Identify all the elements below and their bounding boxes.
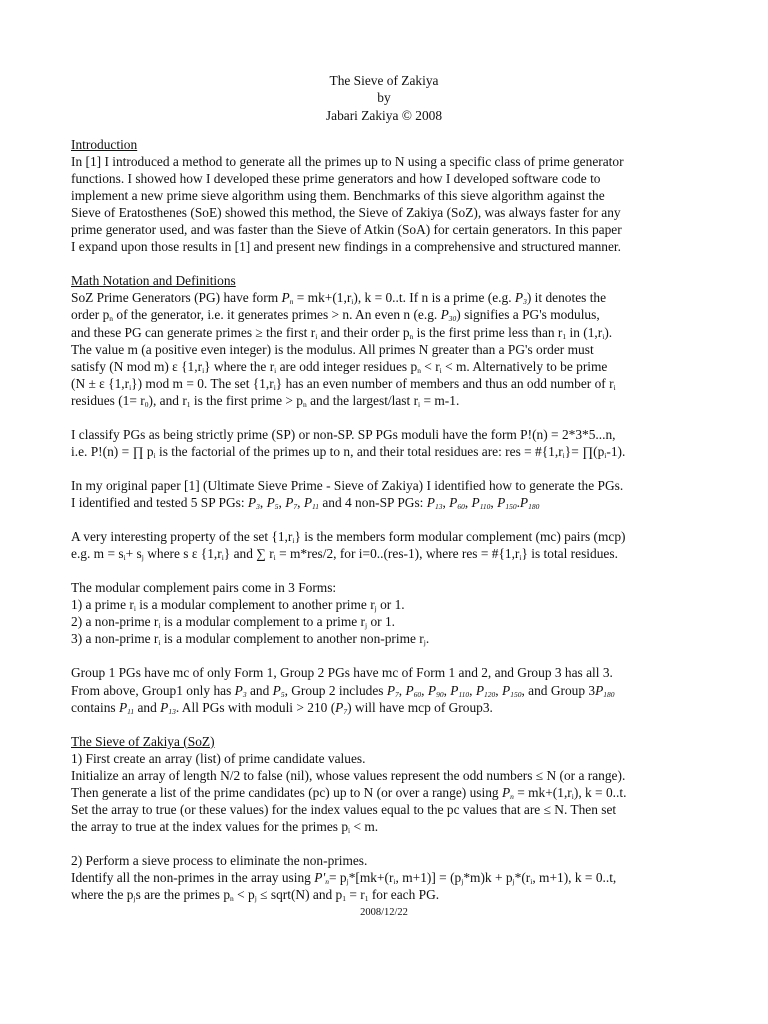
document-author: Jabari Zakiya © 2008 (325, 107, 443, 123)
footer-date: 2008/12/22 (360, 907, 408, 918)
paragraph-line: where the $p_js$ are the primes $p_n < p_j$ ≤ sqrt(N) and $p_1 = r_1$ for each PG. (71, 887, 440, 904)
paragraph-line: SoZ Prime Generators (PG) have form $P_n = mk+(1,r_i)$, k = 0..t. If n is a prime (e.g. $P_3$) it denotes the (71, 290, 607, 307)
paragraph-line: the array to true at the index values for the primes $p_i < m$. (71, 818, 379, 835)
original-paper-paragraph (71, 477, 703, 511)
document-body (71, 136, 703, 903)
title-block (0, 72, 768, 124)
paragraph-line: Sieve of Eratosthenes (SoE) showed this method, the Sieve of Zakiya (SoZ), was always faster for any (71, 205, 621, 221)
paragraph-line: and these PG can generate primes ≥ the first $r_i$ and their order $p_n$ is the first prime less than $r_1$ in $(1,r_i)$. (71, 324, 613, 341)
classification-paragraph (71, 426, 703, 460)
paragraph-line: e.g. $m = s_i+ s_j$ where s ε $\{1,r_i\}$ and ∑ $r_i = m*res/2$, for i=0..(res-1), where res = $\#\{1,r_i\}$ is total residues. (71, 546, 618, 563)
paragraph-line: implement a new prime sieve algorithm using them. Benchmarks of this sieve algorithm against the (71, 188, 605, 204)
paragraph-line: Identify all the non-primes in the array using $P'_n= p_j*[mk+(r_i$, $m+1)] = (p_j*m)k + p_j*(r_i$, m+1), k = 0..t, (71, 870, 617, 887)
paragraph-line: order $p_n$ of the generator, i.e. it generates primes > n. An even n (e.g. $P_{30}$) signifies a PG's modulus, (71, 307, 600, 324)
paragraph-line: 1) First create an array (list) of prime candidate values. (71, 750, 366, 766)
paragraph-line: residues $(1= r_0)$, and $r_1$ is the first prime > $p_n$ and the largest/last $r_i = m-1$. (71, 392, 460, 409)
math-notation-section (71, 272, 703, 408)
paragraph-line: From above, Group1 only has $P_3$ and $P_5$, Group 2 includes $P_7$, $P_{60}$, $P_{90}$, $P_{110}$, $P_{120}$, $P_{150}$, and Group $3P_{180}$ (71, 682, 615, 699)
list-item: 3) a non-prime $r_i$ is a modular complement to another non-prime $r_j$. (71, 631, 430, 648)
paragraph-line: prime generator used, and was faster than the Sieve of Atkin (SoA) for certain generators. In this paper (71, 222, 622, 238)
list-item: 2) a non-prime $r_i$ is a modular complement to a prime $r_j$ or 1. (71, 614, 396, 631)
paragraph-line: satisfy (N mod m) ε $\{1,r_i\}$ where the $r_i$ are odd integer residues $p_n < r_i < m$. Alternatively to be prime (71, 358, 608, 375)
introduction-section (71, 136, 703, 255)
paragraph-line: Group 1 PGs have mc of only Form 1, Group 2 PGs have mc of Form 1 and 2, and Group 3 has all 3. (71, 665, 613, 681)
paragraph-line: contains $P_{11}$ and $P_{13}$. All PGs with moduli > 210 $(P_7)$ will have mcp of Group3. (71, 699, 493, 716)
sieve-process-paragraph (71, 852, 703, 903)
paragraph-line: Set the array to true (or these values) for the index values equal to the pc values that are ≤ N. Then set (71, 801, 617, 817)
paragraph-line: I identified and tested 5 SP PGs: $P_3$, $P_5$, $P_7$, $P_{11}$ and 4 non-SP PGs: $P_{13}$, $P_{60}$, $P_{110}$, $P_{150}.P_{180}$ (71, 494, 540, 511)
modular-complement-paragraph (71, 528, 703, 562)
groups-paragraph (71, 664, 703, 715)
paragraph-line: (N ± ε $\{1,r_i\}$) mod m = 0. The set $\{1,r_i\}$ has an even number of members and thus an odd number of $r_i$ (71, 375, 616, 392)
document-title: The Sieve of Zakiya (329, 73, 439, 88)
paragraph-line: In [1] I introduced a method to generate all the primes up to N using a specific class of prime generator (71, 154, 624, 170)
paragraph-line: The modular complement pairs come in 3 Forms: (71, 580, 337, 596)
paragraph-line: functions. I showed how I developed these prime generators and how I developed software code to (71, 171, 601, 187)
forms-list (71, 579, 703, 647)
paragraph-line: The value m (a positive even integer) is the modulus. All primes N greater than a PG's order must (71, 341, 594, 357)
soz-section (71, 733, 703, 835)
section-heading-introduction: Introduction (71, 137, 138, 152)
section-heading-soz: The Sieve of Zakiya (SoZ) (71, 733, 215, 749)
paragraph-line: I classify PGs as being strictly prime (SP) or non-SP. SP PGs moduli have the form P!(n) = 2*3*5...n, (71, 426, 616, 442)
section-heading-math-notation: Math Notation and Definitions (71, 273, 236, 289)
paragraph-line: i.e. P!(n) = ∏ $p_i$ is the factorial of the primes up to n, and their total residues are: res = $\#\{1,r_i\}=$ $\prod(p_i-1)$. (71, 443, 626, 460)
byline-by: by (377, 90, 391, 106)
paragraph-line: I expand upon those results in [1] and present new findings in a comprehensive and structured manner. (71, 239, 621, 255)
paragraph-line: Then generate a list of the prime candidates (pc) up to N (or over a range) using $P_n = mk+(1,r_i)$, k = 0..t. (71, 784, 627, 801)
paragraph-line: In my original paper [1] (Ultimate Sieve Prime - Sieve of Zakiya) I identified how to generate the PGs. (71, 477, 624, 493)
list-item: 1) a prime $r_i$ is a modular complement to another prime $r_j$ or 1. (71, 597, 405, 614)
paragraph-line: 2) Perform a sieve process to eliminate the non-primes. (71, 852, 368, 868)
paragraph-line: Initialize an array of length N/2 to false (nil), whose values represent the odd numbers ≤ N (or a range). (71, 767, 626, 783)
paragraph-line: A very interesting property of the set $\{1,r_i\}$ is the members form modular complement (mc) pairs (mcp) (71, 529, 626, 546)
